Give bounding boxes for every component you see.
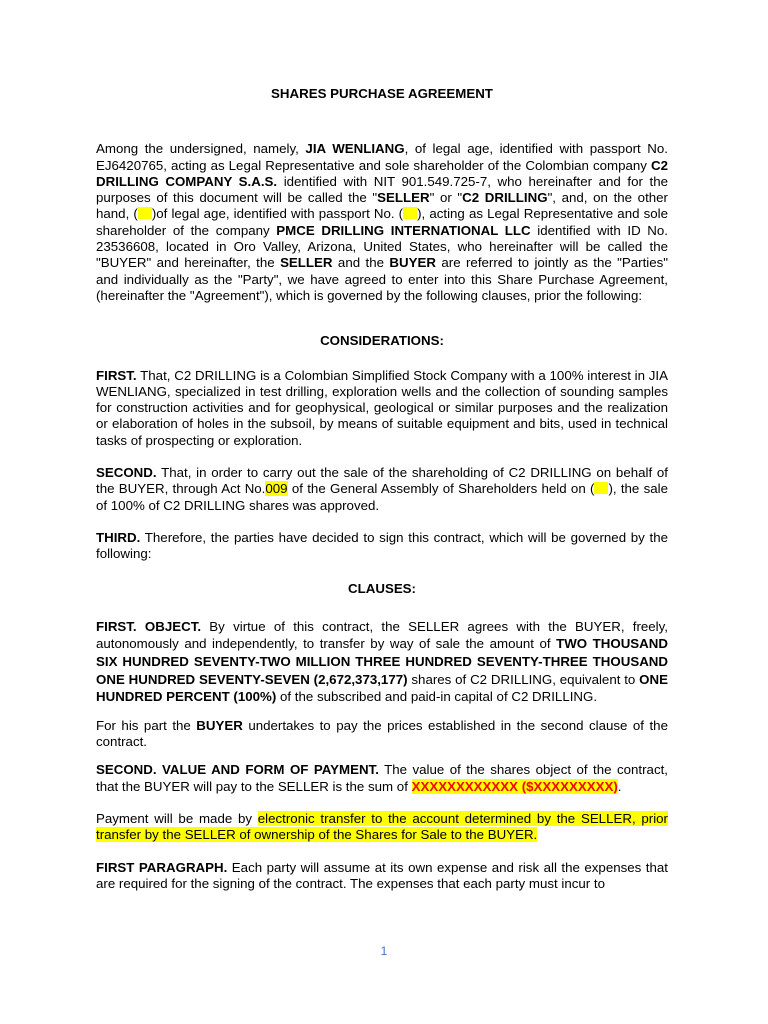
buyer-obligation-text: For his part the xyxy=(96,717,197,733)
clause-object-text: By virtue of this contract, the SELLER agrees with the BUYER, freely, autonomously and independently, to transfer by way of sale the amount of xyxy=(96,618,668,652)
clause-object-label: FIRST. OBJECT. xyxy=(96,618,202,634)
intro-text: and the xyxy=(332,255,390,271)
clause-object xyxy=(96,618,668,706)
considerations-heading: CONSIDERATIONS: xyxy=(320,333,444,349)
first-paragraph-text: Each party will assume at its own expense and risk all the expenses that are required for the signing of the contract. The expenses that each party must incur to xyxy=(96,859,668,891)
buyer-word: BUYER xyxy=(389,255,436,271)
buyer-obligation xyxy=(96,718,668,751)
intro-text: Among the undersigned, namely, xyxy=(96,141,306,157)
consideration-third xyxy=(96,530,668,563)
buyer-word: BUYER xyxy=(196,717,243,733)
page-number: 1 xyxy=(380,944,388,958)
intro-paragraph xyxy=(96,141,668,304)
consideration-first xyxy=(96,368,668,449)
consideration-third-label: THIRD. xyxy=(96,529,141,545)
payment-method xyxy=(96,811,668,844)
clause-payment-text: . xyxy=(617,778,622,794)
seller-term: SELLER xyxy=(377,190,430,206)
consideration-second-text: ), the sale of 100% of C2 DRILLING shares was approved. xyxy=(96,481,668,513)
blank-field-assembly-date[interactable] xyxy=(594,482,608,494)
first-paragraph xyxy=(96,860,668,893)
consideration-second-text: That, in order to carry out the sale of the shareholding of C2 DRILLING on behalf of the BUYER, through Act No. xyxy=(96,465,668,497)
blank-field-passport-no[interactable] xyxy=(403,207,417,219)
act-number-highlight: 009 xyxy=(265,481,288,497)
intro-text: , of legal age, identified with passport No. EJ6420765, acting as Legal Representative and sole shareholder of the Colombian company xyxy=(96,141,669,173)
shares-percent: ONE HUNDRED PERCENT (100%) xyxy=(96,671,668,705)
consideration-first-label: FIRST. xyxy=(96,367,137,383)
consideration-second-text: of the General Assembly of Shareholders held on ( xyxy=(287,481,595,497)
consideration-second-label: SECOND. xyxy=(96,465,157,481)
document-body xyxy=(96,86,668,892)
shares-amount-words: TWO THOUSAND SIX HUNDRED SEVENTY-TWO MILLION THREE HUNDRED SEVENTY-THREE THOUSAND ONE HUNDRED SEVENTY-SEVEN (2,672,373,177) xyxy=(96,636,668,687)
seller-company-name: C2 DRILLING COMPANY S.A.S. xyxy=(96,157,668,189)
first-paragraph-label: FIRST PARAGRAPH. xyxy=(96,859,228,875)
blank-field-buyer-name[interactable] xyxy=(138,207,152,219)
intro-text: identified with ID No. 23536608, located in Oro Valley, Arizona, United States, who hereinafter will be called the "BUYER" and hereinafter, the xyxy=(96,222,669,271)
clause-object-text: shares of C2 DRILLING, equivalent to xyxy=(407,671,640,687)
consideration-second xyxy=(96,465,668,514)
intro-text: identified with NIT 901.549.725-7, who hereinafter and for the purposes of this document will be called the " xyxy=(96,173,668,206)
payment-method-highlight: electronic transfer to the account determined by the SELLER, prior transfer by the SELLER of ownership of the Shares for Sale to the BUYER. xyxy=(96,810,668,843)
intro-text: " or " xyxy=(429,190,463,206)
consideration-first-text: That, C2 DRILLING is a Colombian Simplified Stock Company with a 100% interest in JIA WENLIANG, specialized in test drilling, exploration wells and the collection of sounding samples for construction activities and for geophysical, geological or similar purposes and the realization or elaboration of holes in the subsoil, by means of suitable equipment and bits, used in technical tasks of prospecting or exploration. xyxy=(96,367,668,448)
payment-method-text: Payment will be made by xyxy=(96,810,258,826)
clause-object-text: of the subscribed and paid-in capital of C2 DRILLING. xyxy=(276,689,598,705)
seller-alias: C2 DRILLING xyxy=(462,190,548,206)
consideration-third-text: Therefore, the parties have decided to sign this contract, which will be governed by the following: xyxy=(96,529,668,562)
intro-text: are referred to jointly as the "Parties" and individually as the "Party", we have agreed to enter into this Share Purchase Agreement, (hereinafter the "Agreement"), which is governed by the following clauses, prior the following: xyxy=(96,255,668,303)
buyer-obligation-text: undertakes to pay the prices established in the second clause of the contract. xyxy=(96,717,668,750)
clause-payment-label: SECOND. VALUE AND FORM OF PAYMENT. xyxy=(96,762,379,778)
seller-representative: JIA WENLIANG xyxy=(305,141,405,157)
clause-payment-text: The value of the shares object of the contract, that the BUYER will pay to the SELLER is the sum of xyxy=(96,762,668,794)
intro-text: )of legal age, identified with passport No. ( xyxy=(151,206,404,222)
clauses-heading: CLAUSES: xyxy=(348,580,416,596)
intro-text: ), acting as Legal Representative and sole shareholder of the company xyxy=(96,206,668,238)
document-title: SHARES PURCHASE AGREEMENT xyxy=(271,86,493,101)
intro-text: ", and, on the other hand, ( xyxy=(96,190,668,222)
buyer-company-name: PMCE DRILLING INTERNATIONAL LLC xyxy=(276,222,531,238)
seller-word: SELLER xyxy=(280,255,333,271)
clause-payment xyxy=(96,762,668,795)
payment-amount-placeholder: XXXXXXXXXXXX ($XXXXXXXXX) xyxy=(411,778,618,794)
